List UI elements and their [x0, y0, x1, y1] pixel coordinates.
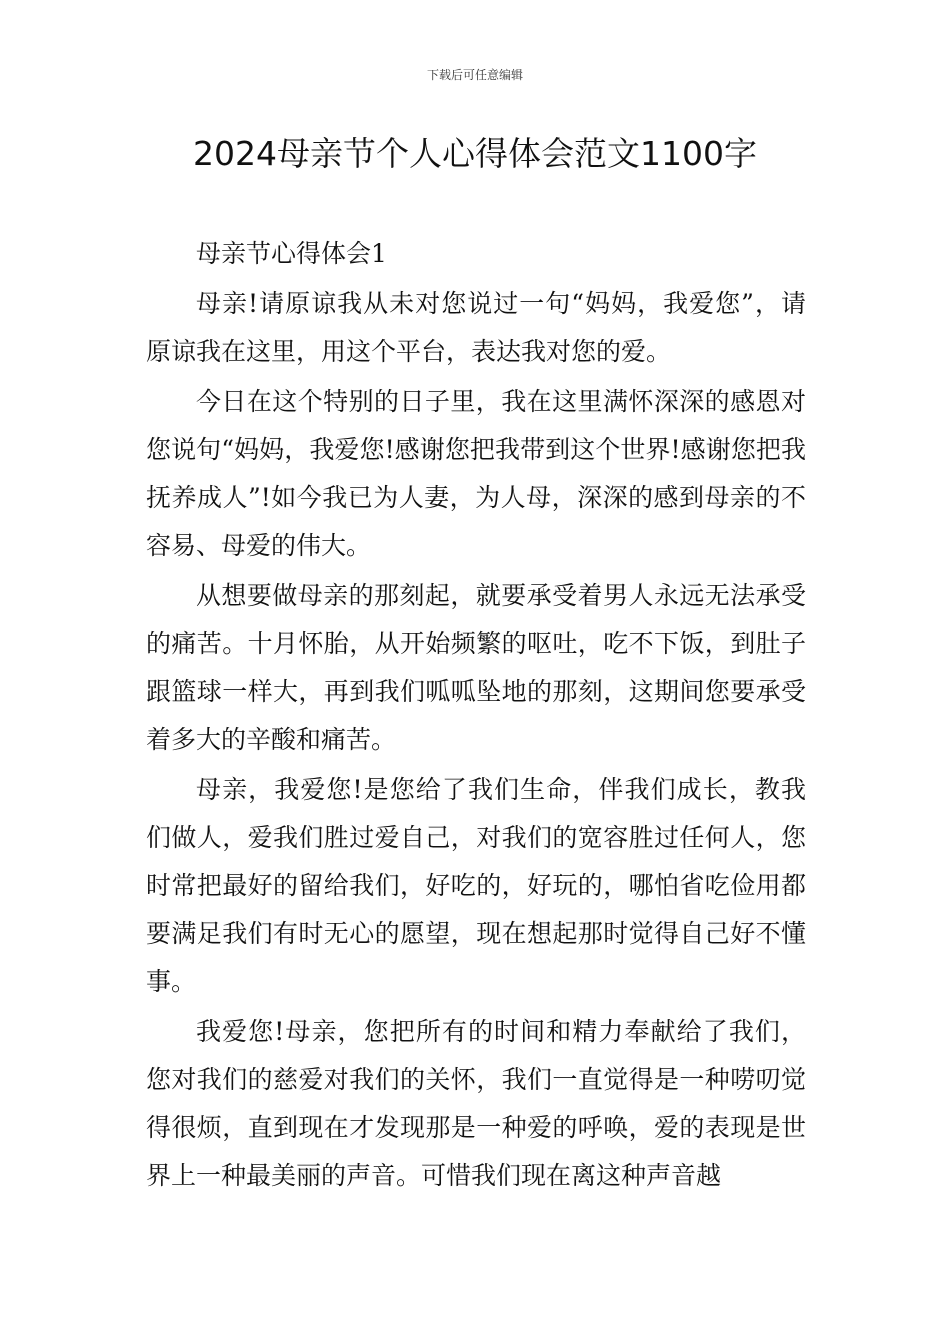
document-body: [146, 230, 806, 1202]
document-title: 2024母亲节个人心得体会范文1100字: [193, 134, 757, 173]
paragraph-2: 今日在这个特别的日子里，我在这里满怀深深的感恩对您说句“妈妈，我爱您!感谢您把我带到这个世界!感谢您把我抚养成人”!如今我已为人妻，为人母，深深的感到母亲的不容易、母爱的伟大。: [146, 387, 806, 560]
section-heading: 母亲节心得体会1: [196, 239, 387, 268]
paragraph-5: 我爱您!母亲，您把所有的时间和精力奉献给了我们，您对我们的慈爱对我们的关怀，我们一直觉得是一种唠叨觉得很烦，直到现在才发现那是一种爱的呼唤，爱的表现是世界上一种最美丽的声音。可惜我们现在离这种声音越: [146, 1017, 806, 1190]
paragraph-4: 母亲，我爱您!是您给了我们生命，伴我们成长，教我们做人，爱我们胜过爱自己，对我们的宽容胜过任何人，您时常把最好的留给我们，好吃的，好玩的，哪怕省吃俭用都要满足我们有时无心的愿望，现在想起那时觉得自己好不懂事。: [146, 775, 806, 996]
header-note: 下载后可任意编辑: [426, 68, 523, 82]
paragraph-3: 从想要做母亲的那刻起，就要承受着男人永远无法承受的痛苦。十月怀胎，从开始频繁的呕吐，吃不下饭，到肚子跟篮球一样大，再到我们呱呱坠地的那刻，这期间您要承受着多大的辛酸和痛苦。: [146, 581, 806, 754]
paragraph-1: 母亲!请原谅我从未对您说过一句“妈妈，我爱您”，请原谅我在这里，用这个平台，表达我对您的爱。: [146, 289, 806, 366]
